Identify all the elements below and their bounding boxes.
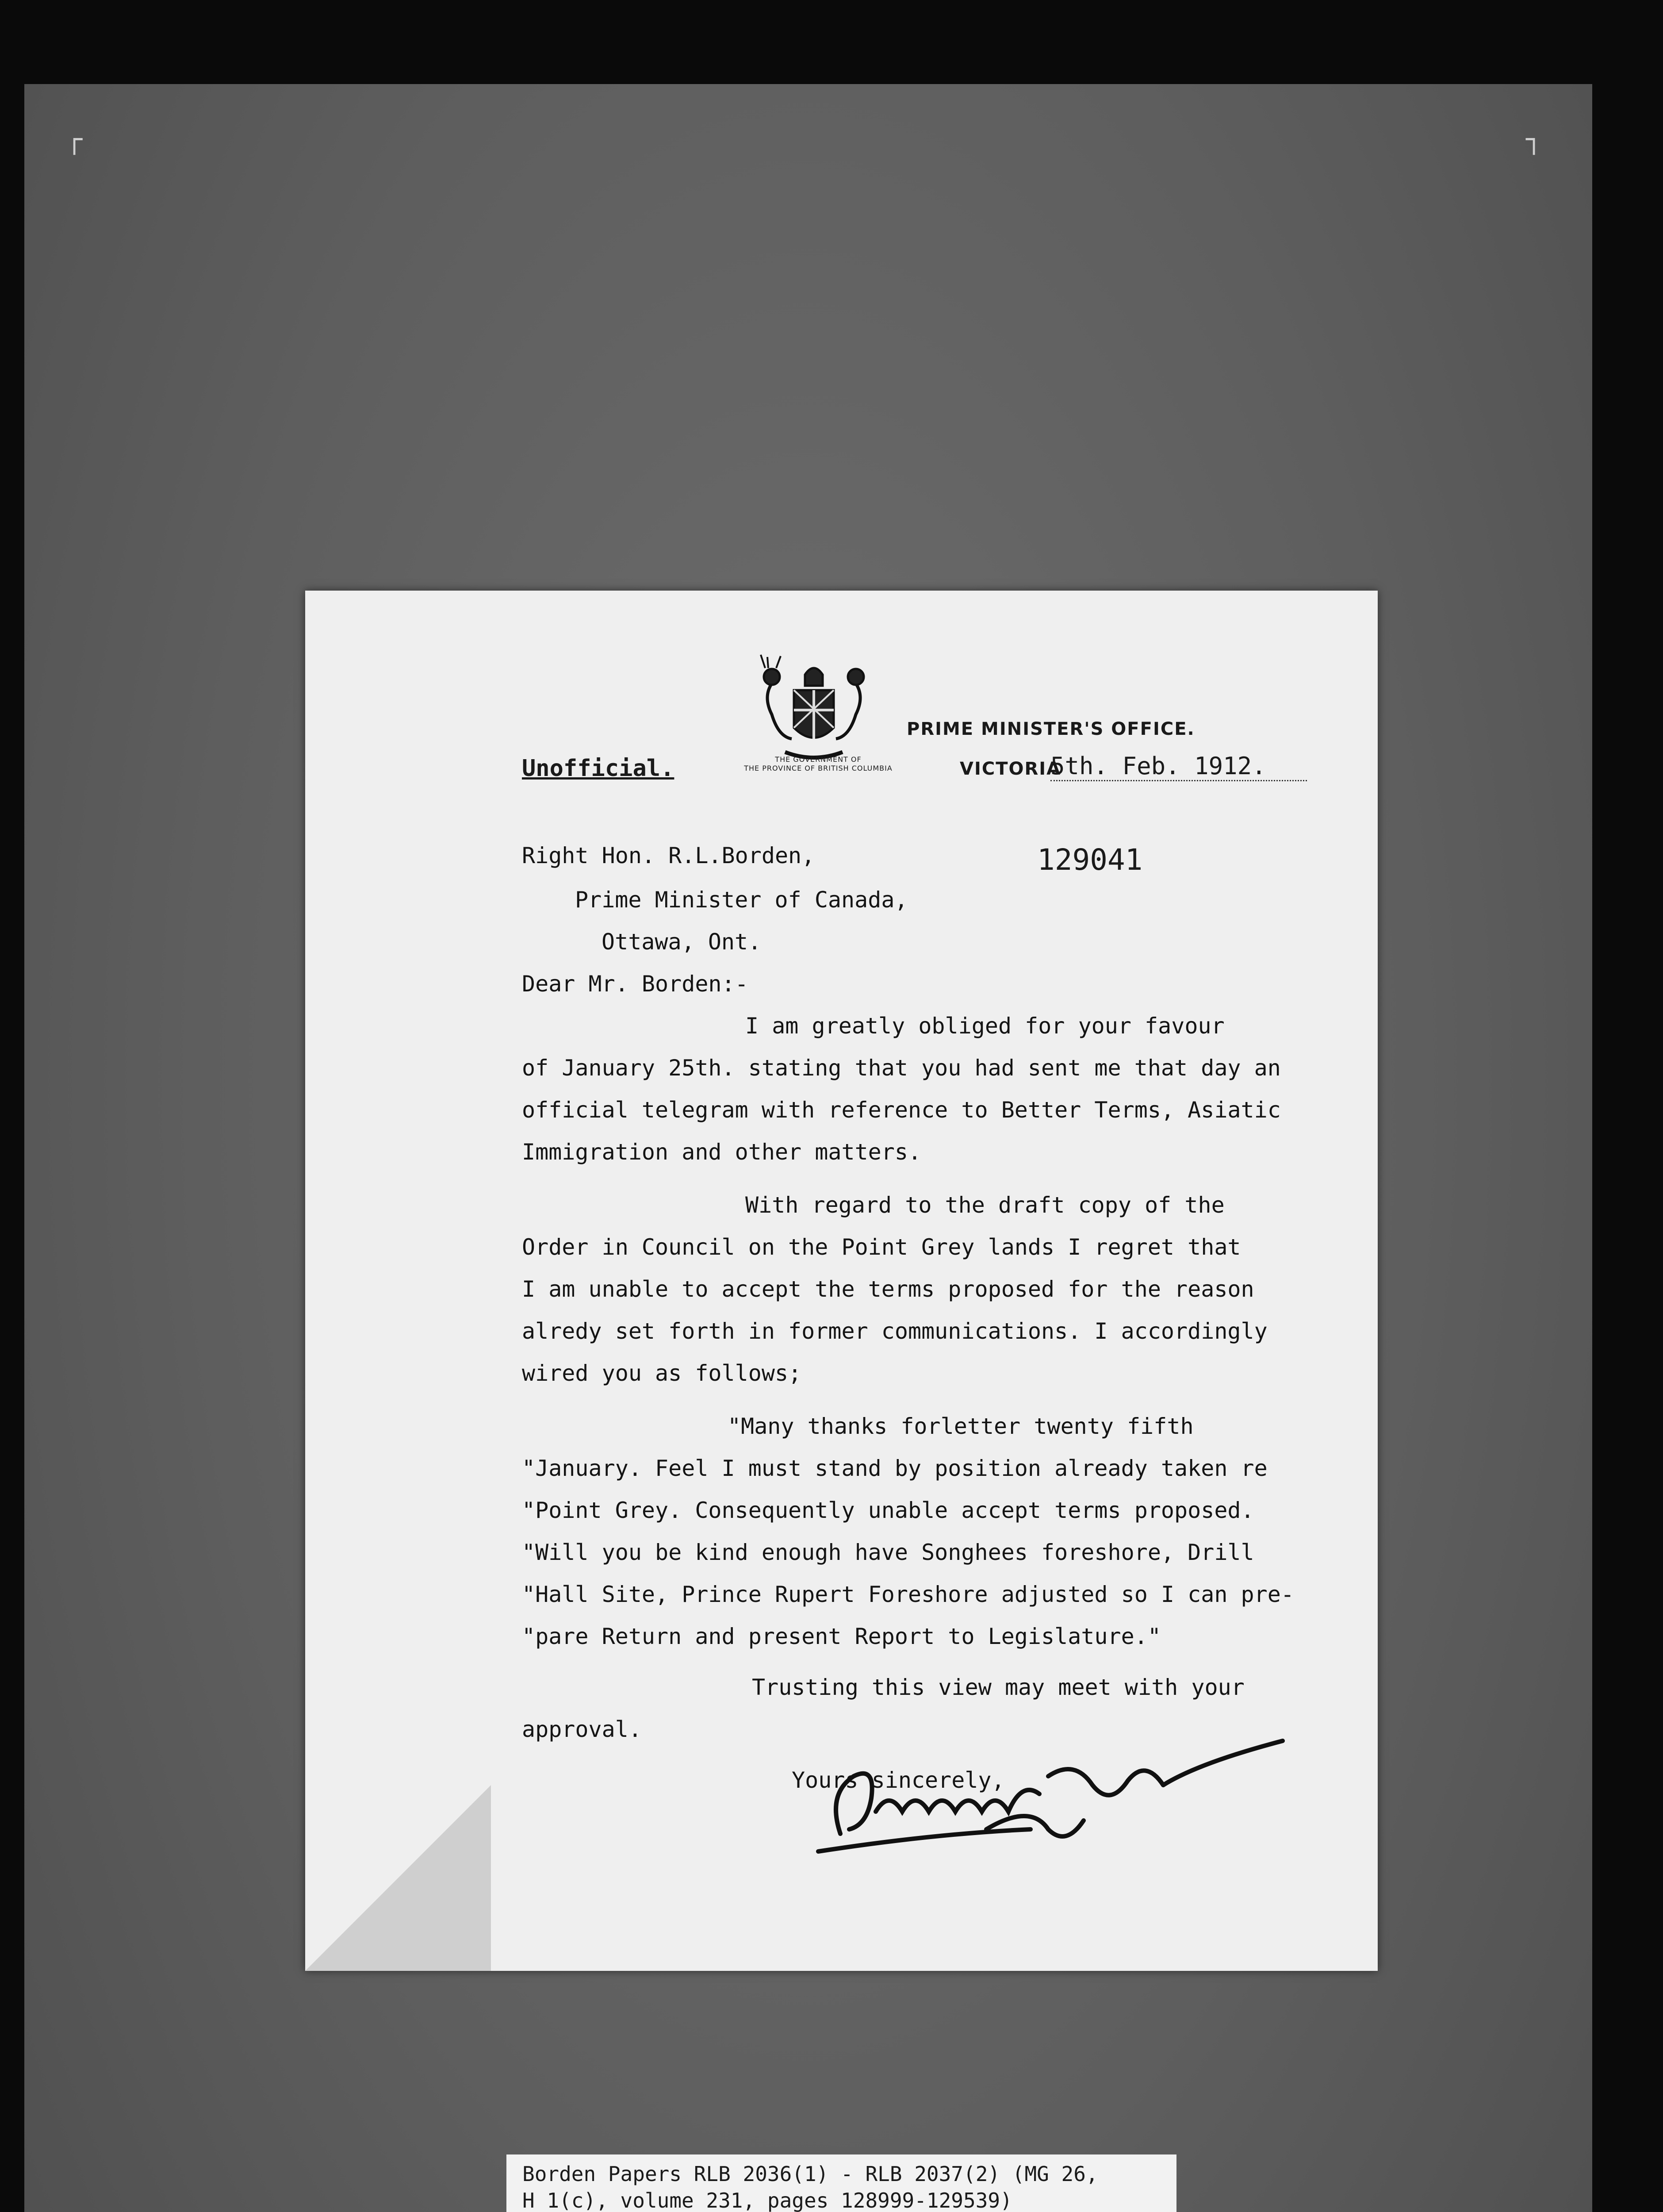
telegram-line: "Many thanks forletter twenty fifth [728, 1413, 1194, 1439]
addressee-name: Right Hon. R.L.Borden, [522, 843, 815, 868]
corner-mark: ┌ [66, 124, 83, 155]
telegram-line: "January. Feel I must stand by position already taken re [522, 1455, 1268, 1481]
telegram-line: "Hall Site, Prince Rupert Foreshore adjusted so I can pre- [522, 1582, 1294, 1607]
letterhead-place: VICTORIA [960, 759, 1061, 779]
coat-of-arms-icon [741, 648, 887, 772]
telegram-line: "Point Grey. Consequently unable accept terms proposed. [522, 1498, 1254, 1523]
body-line: alredy set forth in former communications. I accordingly [522, 1318, 1268, 1344]
body-line: Immigration and other matters. [522, 1139, 922, 1165]
body-line: wired you as follows; [522, 1360, 802, 1386]
letter-page [305, 591, 1378, 1971]
body-line: I am greatly obliged for your favour [745, 1013, 1225, 1039]
addressee-city: Ottawa, Ont. [602, 929, 762, 955]
body-line: of January 25th. stating that you had sent me that day an [522, 1055, 1281, 1081]
body-line: Order in Council on the Point Grey lands I regret that [522, 1234, 1241, 1260]
crest-caption: THE GOVERNMENT OF THE PROVINCE OF BRITISH COLUMBIA [744, 755, 893, 772]
body-line: approval. [522, 1717, 642, 1742]
salutation: Dear Mr. Borden:- [522, 971, 748, 997]
document-number: 129041 [1037, 843, 1143, 877]
reference-slip: Borden Papers RLB 2036(1) - RLB 2037(2) (MG 26, H 1(c), volume 231, pages 128999-129539) [506, 2154, 1176, 2212]
body-line: I am unable to accept the terms proposed for the reason [522, 1276, 1254, 1302]
unofficial-marking: Unofficial. [522, 755, 674, 782]
addressee-title: Prime Minister of Canada, [575, 887, 908, 913]
folded-corner [305, 1785, 491, 1971]
body-line: official telegram with reference to Better Terms, Asiatic [522, 1097, 1281, 1123]
telegram-line: "pare Return and present Report to Legislature." [522, 1624, 1161, 1649]
body-line: With regard to the draft copy of the [745, 1192, 1225, 1218]
closing: Yours sincerely, [792, 1767, 1005, 1793]
handwritten-signature [801, 1723, 1296, 1856]
letter-date: 5th. Feb. 1912. [1050, 752, 1307, 781]
telegram-line: "Will you be kind enough have Songhees foreshore, Drill [522, 1540, 1254, 1565]
corner-mark: ┐ [1526, 124, 1542, 155]
body-line: Trusting this view may meet with your [752, 1674, 1245, 1700]
letterhead-office: PRIME MINISTER'S OFFICE. [907, 719, 1195, 739]
